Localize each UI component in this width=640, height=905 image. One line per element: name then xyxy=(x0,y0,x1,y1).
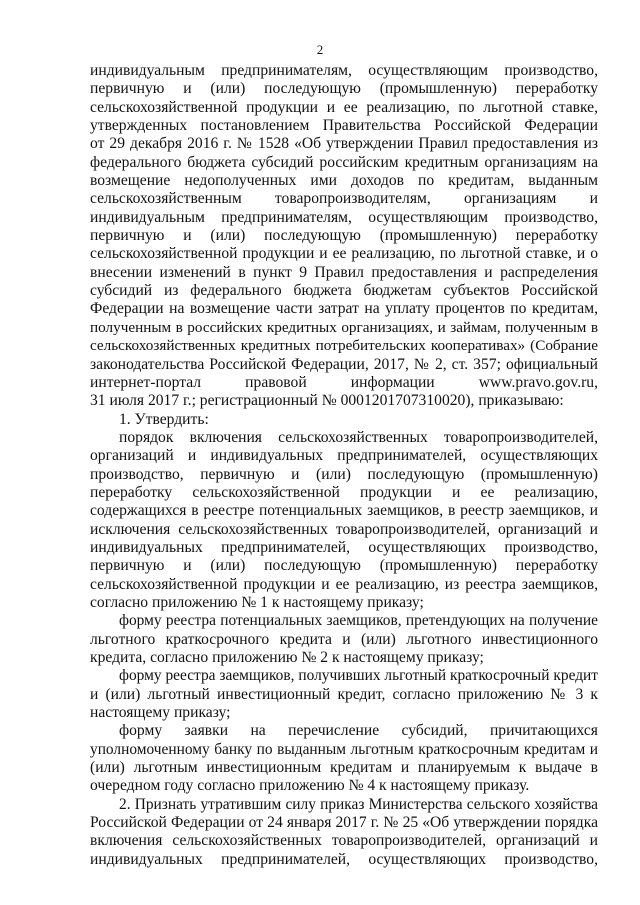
text-line: полученным в российских кредитных организациях, и займам, полученным в xyxy=(90,318,598,336)
text-line: индивидуальным предпринимателям, осуществляющим производство, xyxy=(90,62,598,79)
text-line: сельскохозяйственной продукции и ее реализацию, из реестра заемщиков, xyxy=(90,575,598,593)
text-line: внесении изменений в пункт 9 Правил предоставления и распределения xyxy=(90,263,598,281)
text-line: содержащихся в реестре потенциальных заемщиков, в реестр заемщиков, и xyxy=(90,502,598,520)
text-line: (или) льготным инвестиционным кредитам и планируемым к выдаче в xyxy=(90,759,598,777)
text-line: Федерации на возмещение части затрат на уплату процентов по кредитам, xyxy=(90,300,598,318)
text-line: сельскохозяйственным товаропроизводителям, организациям и xyxy=(90,190,598,208)
text-line: 31 июля 2017 г.; регистрационный № 0001201707310020), приказываю: xyxy=(90,392,564,410)
text-line: от 29 декабря 2016 г. № 1528 «Об утверждении Правил предоставления из xyxy=(90,135,598,153)
text-line: очередном году согласно приложению № 4 к настоящему приказу. xyxy=(90,777,530,795)
document-body xyxy=(90,62,598,869)
text-line: первичную и (или) последующую (промышленную) переработку xyxy=(90,557,598,575)
text-line: льготного краткосрочного кредита и (или) льготного инвестиционного xyxy=(90,630,598,648)
text-line: форму реестра заемщиков, получивших льготный краткосрочный кредит xyxy=(119,667,598,685)
text-line: включения сельскохозяйственных товаропроизводителей, организаций и xyxy=(90,832,598,850)
text-line: первичную и (или) последующую (промышленную) переработку xyxy=(90,80,598,98)
text-line: федерального бюджета субсидий российским кредитным организациям на xyxy=(90,153,598,171)
text-line: производство, первичную и (или) последующую (промышленную) xyxy=(90,465,598,483)
page-number: 2 xyxy=(316,42,324,57)
text-line: 1. Утвердить: xyxy=(119,410,209,428)
text-line: форму заявки на перечисление субсидий, причитающихся xyxy=(119,722,598,740)
text-line: порядок включения сельскохозяйственных товаропроизводителей, xyxy=(119,428,598,446)
text-line: утвержденных постановлением Правительства Российской Федерации xyxy=(90,117,598,135)
text-line: индивидуальных предпринимателей, осуществляющих производство, xyxy=(90,538,598,556)
text-line: законодательства Российской Федерации, 2017, № 2, ст. 357; официальный xyxy=(90,355,598,373)
text-line: субсидий из федерального бюджета бюджетам субъектов Российской xyxy=(90,282,598,300)
text-line: первичную и (или) последующую (промышленную) переработку xyxy=(90,227,598,245)
text-line: Российской Федерации от 24 января 2017 г. № 25 «Об утверждении порядка xyxy=(90,814,598,832)
text-line: форму реестра потенциальных заемщиков, претендующих на получение xyxy=(119,612,598,630)
text-line: уполномоченному банку по выданным льготным краткосрочным кредитам и xyxy=(90,740,598,758)
text-line: кредита, согласно приложению № 2 к настоящему приказу; xyxy=(90,649,484,666)
text-line: сельскохозяйственной продукции и ее реализацию, по льготной ставке, и о xyxy=(90,245,598,263)
text-line: возмещение недополученных ими доходов по кредитам, выданным xyxy=(90,172,598,190)
text-line: индивидуальным предпринимателям, осуществляющим производство, xyxy=(90,208,598,226)
text-line: сельскохозяйственной продукции и ее реализацию, по льготной ставке, xyxy=(90,98,598,116)
text-line: согласно приложению № 1 к настоящему приказу; xyxy=(90,593,424,611)
text-line: организаций и индивидуальных предпринимателей, осуществляющих xyxy=(90,447,598,465)
text-line: интернет-портал правовой информации www.pravo.gov.ru, xyxy=(90,373,598,391)
text-line: настоящему приказу; xyxy=(90,704,231,722)
text-line: исключения сельскохозяйственных товаропроизводителей, организаций и xyxy=(90,520,598,538)
text-line: и (или) льготный инвестиционный кредит, согласно приложению № 3 к xyxy=(90,685,598,703)
text-line: переработку сельскохозяйственной продукции и ее реализацию, xyxy=(90,483,598,501)
text-line: 2. Признать утратившим силу приказ Министерства сельского хозяйства xyxy=(119,795,598,813)
text-line: индивидуальных предпринимателей, осуществляющих производство, xyxy=(90,850,598,868)
text-line: сельскохозяйственных кредитных потребительских кооперативах» (Собрание xyxy=(90,337,598,355)
